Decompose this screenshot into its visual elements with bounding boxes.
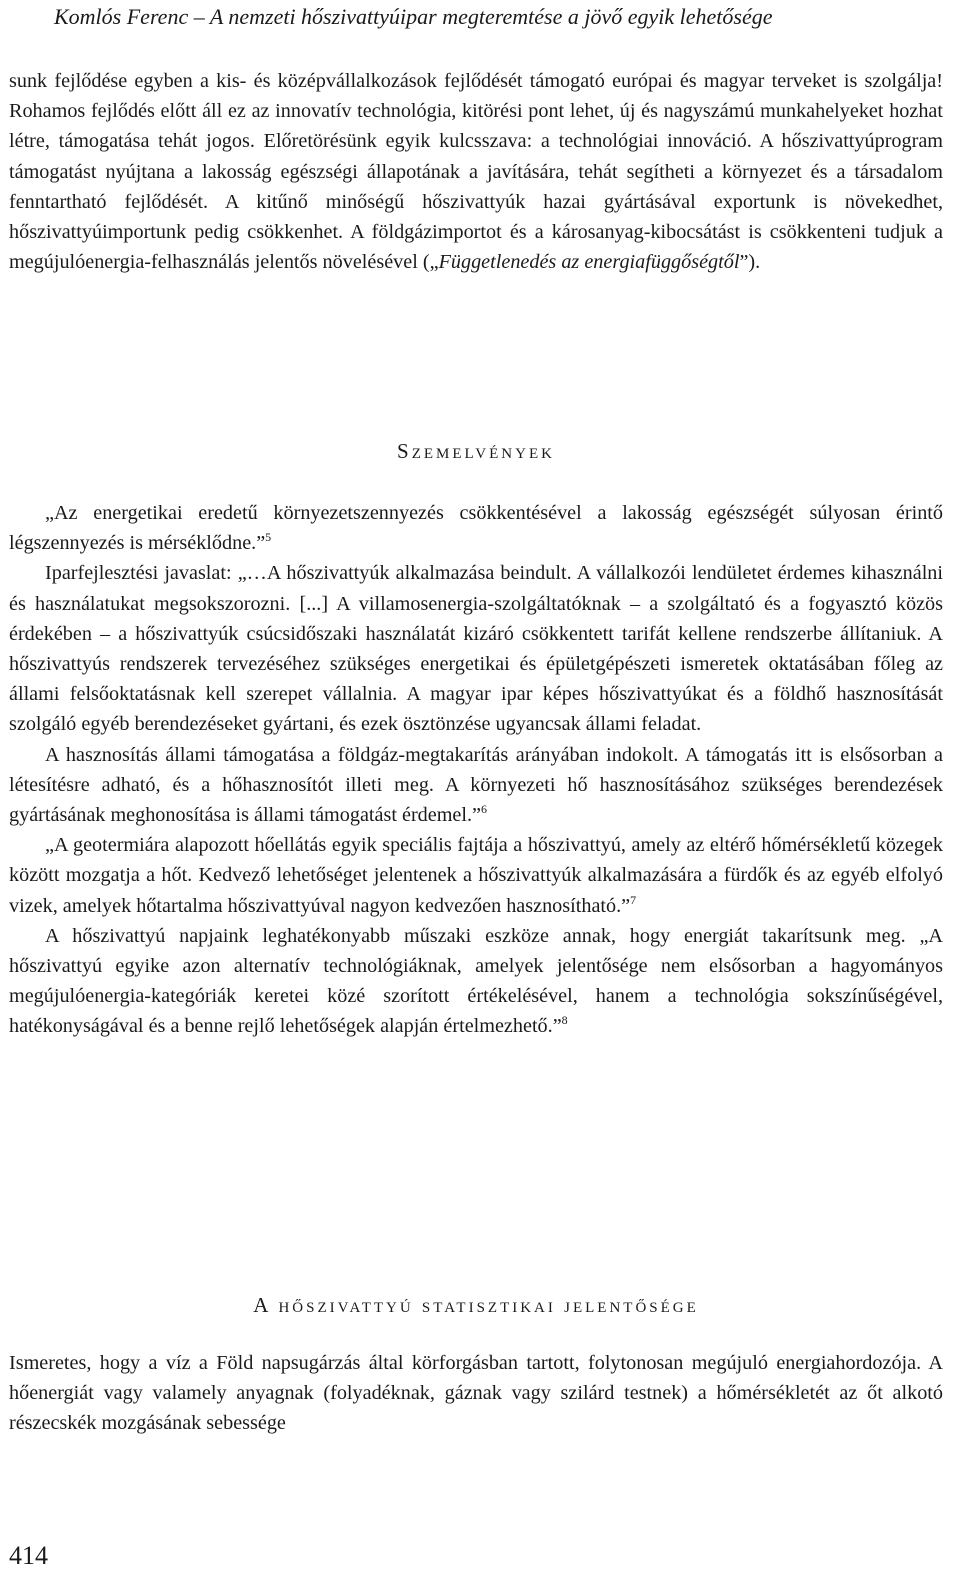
excerpt-text: A hasznosítás állami támogatása a földgáz-megtakarítás arányában indokolt. A támogatás itt is elsősorban a létesítésre adható, és a hőhasznosítót illeti meg. A környezeti hő hasznosításához szükséges berendezések gyártásának meghonosítása is állami támogatást érdemel.”: [9, 743, 943, 827]
excerpt-paragraph: [9, 558, 943, 739]
excerpt-text: „A geotermiára alapozott hőellátás egyik speciális fajtája a hőszivattyú, amely az eltérő hőmérsékletű közegek között mozgatja a hőt. Kedvező lehetőséget jelentenek a hőszivattyúk alkalmazására a fürdők és az egyéb elfolyó vizek, amelyek hőtartalma hőszivattyúval nagyon kedvezően hasznosítható.”: [9, 834, 943, 917]
excerpt-paragraph: [9, 830, 943, 921]
footnote-mark: 7: [630, 892, 637, 907]
intro-paragraph: [9, 66, 943, 277]
excerpts-section: [9, 498, 943, 1042]
closing-section: [9, 1348, 943, 1439]
heading-statistics: A hőszivattyú statisztikai jelentősége: [253, 1293, 699, 1317]
running-head: Komlós Ferenc – A nemzeti hőszivattyúipar megteremtése a jövő egyik lehetősége: [54, 4, 773, 29]
excerpt-text: A hőszivattyú napjaink leghatékonyabb műszaki eszköze annak, hogy energiát takarítsunk meg. „A hőszivattyú egyike azon alternatív technológiáknak, amelyek jelentősége nem elsősorban a hagyományos megújulóenergia-kategóriák keretei közé szorított értékelésével, hanem a technológia sokszínűségével, hatékonyságával és a benne rejlő lehetőségek alapján értelmezhető.”: [9, 924, 943, 1038]
excerpt-paragraph: [9, 921, 943, 1042]
intro-italic-title: Függetlenedés az energiafüggőségtől: [438, 251, 740, 274]
footnote-mark: 5: [265, 530, 272, 545]
excerpt-text: „Az energetikai eredetű környezetszennyezés csökkentésével a lakosság egészségét súlyosan érintő légszennyezés is mérséklődne.”: [9, 502, 943, 555]
closing-paragraph: Ismeretes, hogy a víz a Föld napsugárzás által körforgásban tartott, folytonosan megújuló energiahordozója. A hőenergiát vagy valamely anyagnak (folyadéknak, gáznak vagy szilárd testnek) a hőmérsékletét az őt alkotó részecskék mozgásának sebessége: [9, 1352, 943, 1435]
excerpt-paragraph: [9, 498, 943, 558]
page-number: 414: [9, 1541, 48, 1570]
intro-text: sunk fejlődése egyben a kis- és középvállalkozások fejlődését támogató európai és magyar terveket is szolgálja! Rohamos fejlődés előtt áll ez az innovatív technológia, kitörési pont lehet, új és nagyszámú munkahelyeket hozhat létre, támogatása tehát jogos. Előretörésünk egyik kulcsszava: a technológiai innováció. A hőszivattyúprogram támogatást nyújtana a lakosság egészségi állapotának a javítására, tehát segítheti a környezet és a társadalom fenntartható fejlődését. A kitűnő minőségű hőszivattyúk hazai gyártásával exportunk is növekedhet, hőszivattyúimportunk pedig csökkenhet. A földgázimportot és a károsanyag-kibocsátást is csökkenteni tudjuk a megújulóenergia-felhasználás jelentős növelésével („: [9, 70, 943, 274]
intro-section: [9, 66, 943, 277]
footnote-mark: 6: [481, 802, 488, 817]
intro-text-end: ”).: [739, 251, 761, 274]
excerpt-text: Iparfejlesztési javaslat: „…A hőszivattyúk alkalmazása beindult. A vállalkozói lendületet érdemes kihasználni és használatukat megsokszorozni. [...] A villamosenergia-szolgáltatóknak – a szolgáltató és a fogyasztó közös érdekében – a hőszivattyúk csúcsidőszaki használatát kizáró csökkentett tarifát kellene rendszerbe állítaniuk. A hőszivattyús rendszerek tervezéséhez szükséges energetikai és épületgépészeti ismeretek oktatásában főleg az állami felsőoktatásnak kell szerepet vállalnia. A magyar ipar képes hőszivattyúkat és a földhő hasznosítását szolgáló egyéb berendezéseket gyártani, és ezek ösztönzése ugyancsak állami feladat.: [9, 562, 943, 736]
footnote-mark: 8: [561, 1013, 568, 1028]
heading-excerpts: Szemelvények: [397, 439, 555, 463]
excerpt-paragraph: [9, 740, 943, 831]
